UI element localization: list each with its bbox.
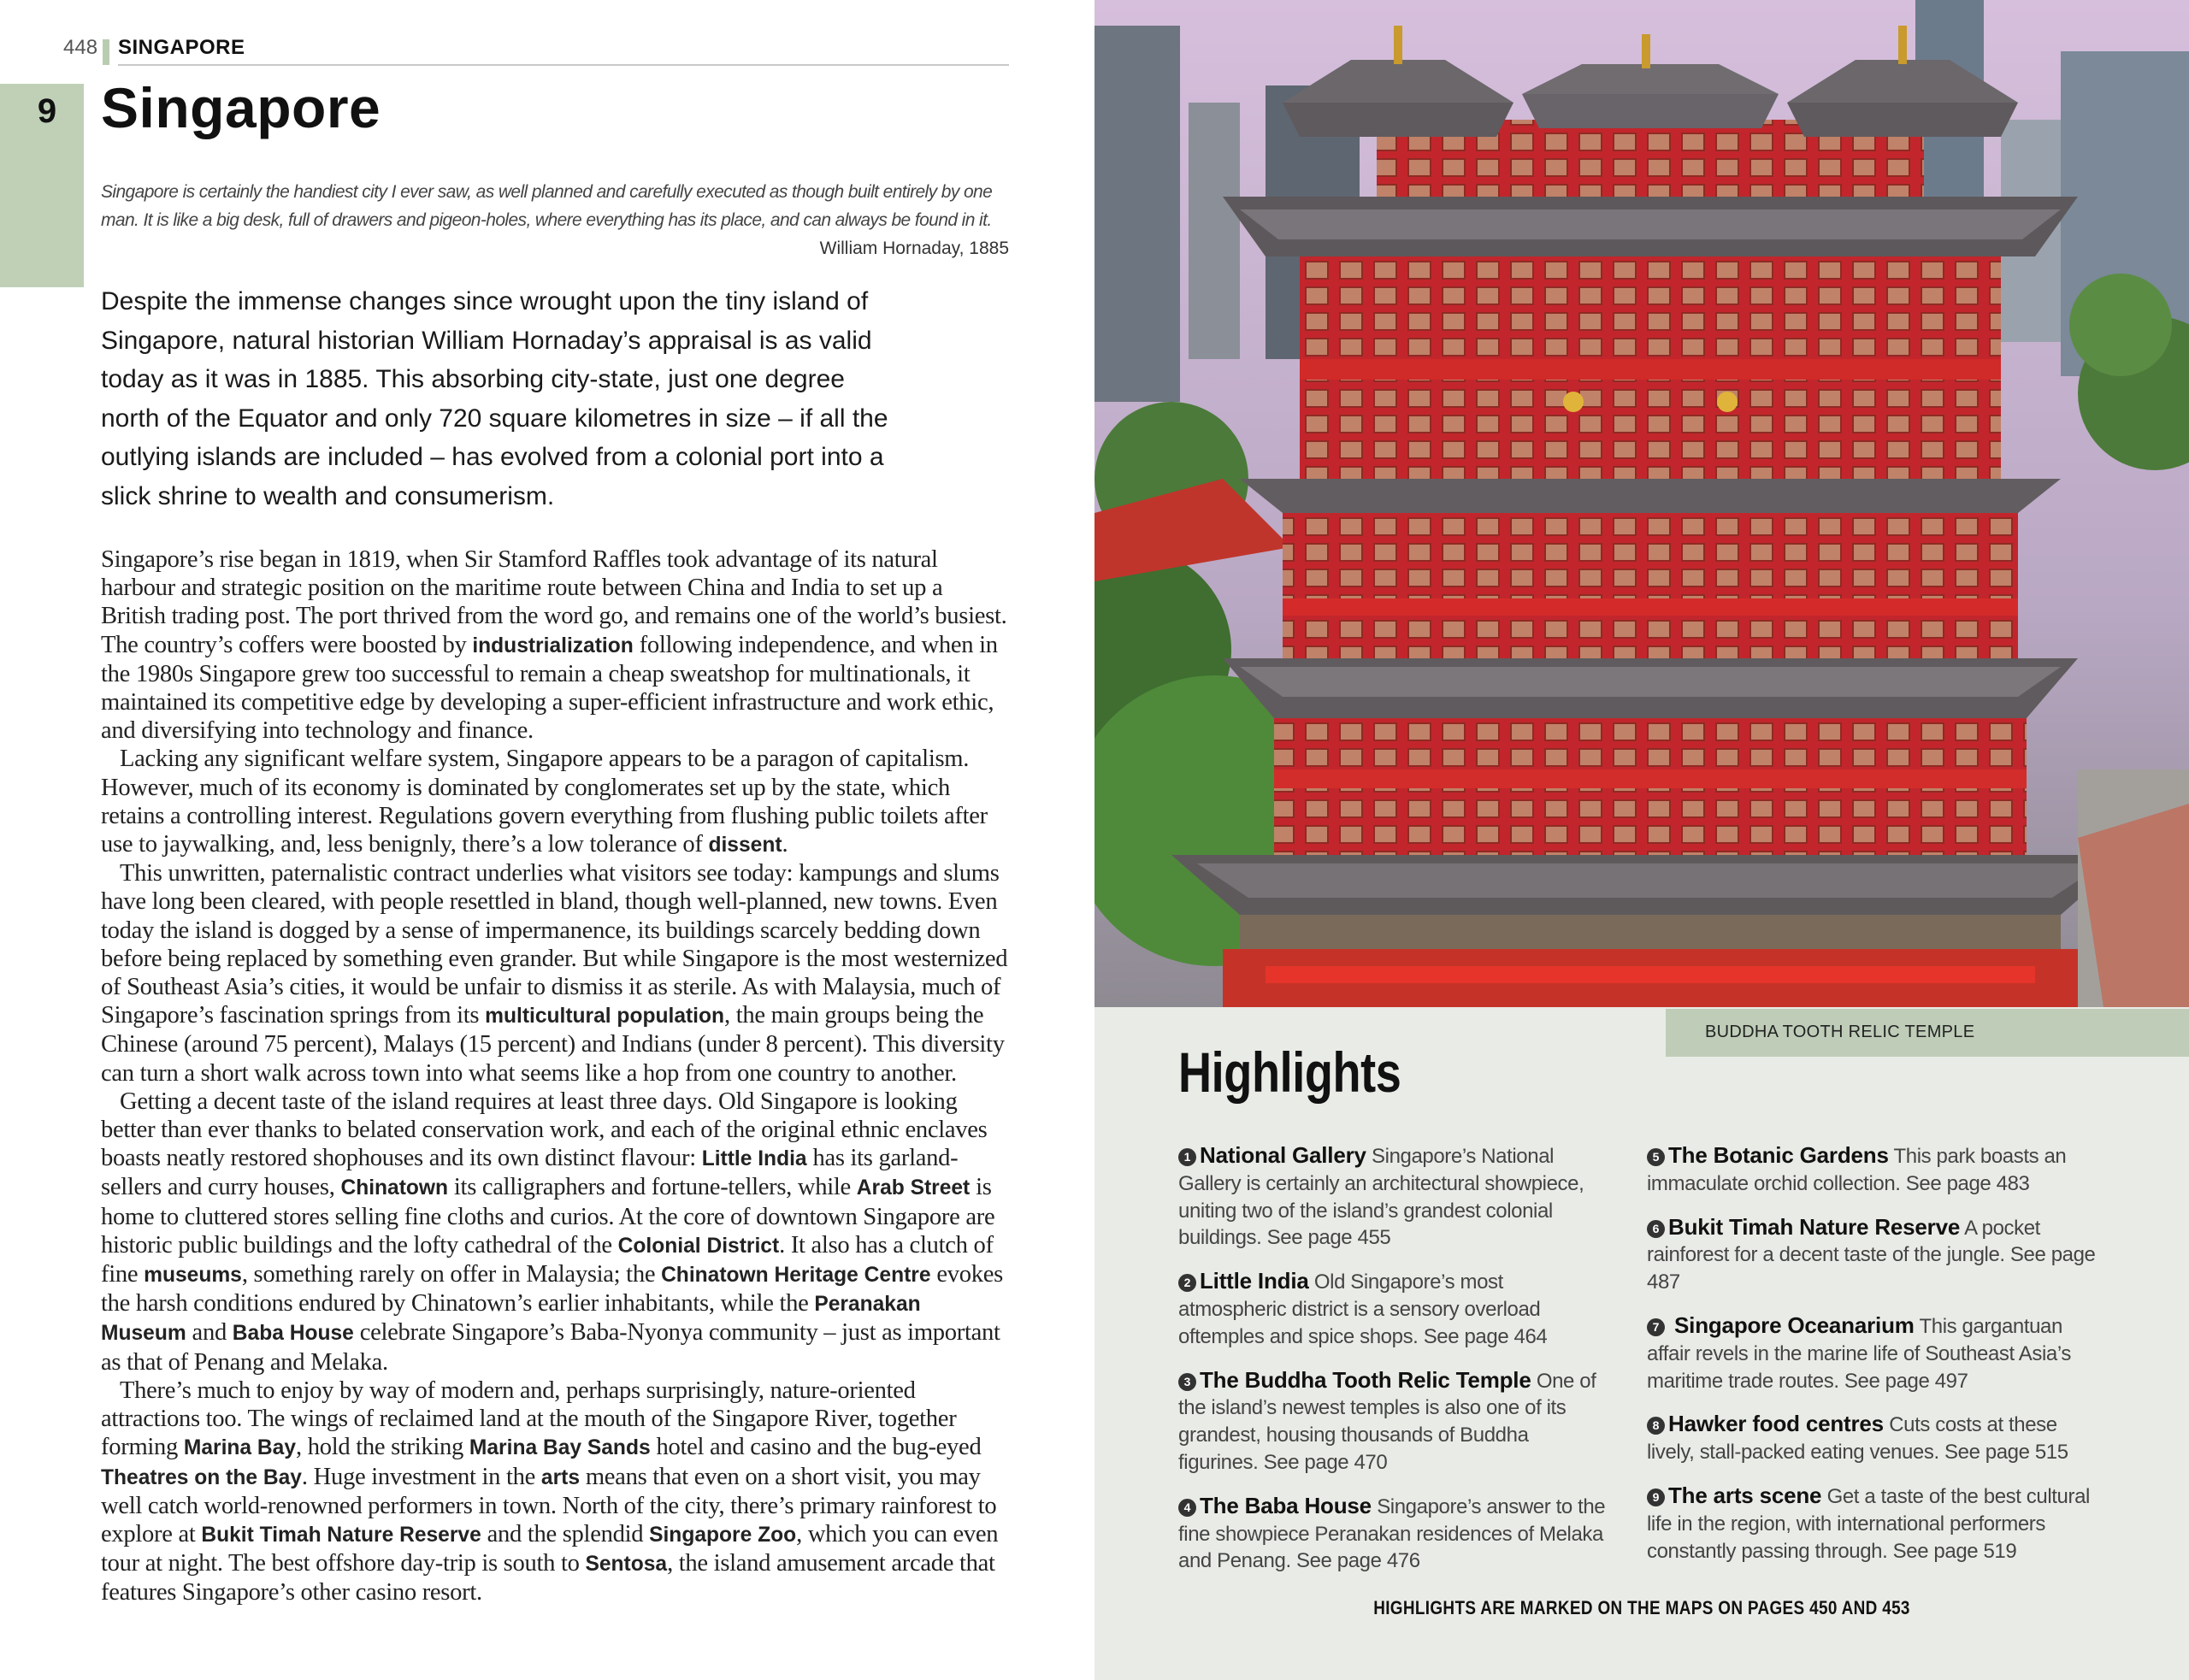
highlight-item [1178, 1268, 1606, 1350]
highlight-description: A pocket rainforest for a decent taste of the jungle. See page 487 [1647, 1216, 2096, 1294]
keyword: Sentosa [585, 1553, 668, 1577]
body-text-run: , which you can even tour at night. The best offshore day-trip is south to [101, 1520, 999, 1577]
keyword: arts [540, 1465, 580, 1489]
body-text-run: means that even on a short visit, you may well catch world-renowned performers in town. North of the city, there’s primary rainforest to explore at [101, 1463, 997, 1547]
highlight-item [1647, 1214, 2109, 1296]
highlight-name: Bukit Timah Nature Reserve [1668, 1213, 1961, 1240]
keyword: Marina Bay [183, 1436, 297, 1460]
body-text-run: its calligraphers and fortune-tellers, while [448, 1174, 857, 1201]
keyword: dissent [708, 834, 782, 858]
body-paragraph [101, 1088, 1009, 1376]
highlight-item [1178, 1142, 1606, 1252]
highlights-column-left [1178, 1142, 1606, 1591]
highlight-name: Hawker food centres [1668, 1411, 1884, 1437]
keyword: Marina Bay Sands [469, 1436, 651, 1460]
body-text-run: is home to cluttered stores selling fine cloths and curios. At the core of downtown Singapore are historic public buildings and the lofty cathedral of the [101, 1174, 995, 1259]
body-paragraph [101, 859, 1009, 1088]
chapter-tab [0, 84, 84, 287]
highlight-number-badge: 8 [1647, 1417, 1665, 1435]
body-text-run: and [186, 1319, 233, 1347]
keyword: Baba House [232, 1322, 354, 1346]
header-accent-bar [103, 39, 109, 65]
highlight-name: The Buddha Tooth Relic Temple [1200, 1366, 1531, 1393]
body-text-run: Getting a decent taste of the island requires at least three days. Old Singapore is looking better than ever thanks to belated conservation work, and each of the original ethnic enclaves boasts neatly restored shophouses and its own distinct flavour: [101, 1088, 988, 1172]
highlight-number-badge: 5 [1647, 1148, 1665, 1166]
page-title: Singapore [101, 76, 381, 139]
body-text-run: There’s much to enjoy by way of modern and, perhaps surprisingly, nature-oriented attractions too. The wings of reclaimed land at the mouth of the Singapore River, together forming [101, 1376, 957, 1461]
epigraph-text: Singapore is certainly the handiest city I ever saw, as well planned and carefully executed as though built entirely by one man. It is like a big desk, full of drawers and pigeon-holes, where everything has its place, and can always be found in it. [101, 182, 993, 230]
body-text-run: . Huge investment in the [301, 1463, 541, 1490]
highlight-description: This park boasts an immaculate orchid collection. See page 483 [1647, 1145, 2067, 1195]
body-text-run: , the main groups being the Chinese (around 75 percent), Malays (15 percent) and Indians (under 8 percent). This diversity can turn a short walk across town into what seems like a hop from one country to another. [101, 1002, 1005, 1087]
keyword: Arab Street [856, 1176, 971, 1200]
keyword: Chinatown Heritage Centre [661, 1264, 931, 1288]
highlight-description: Singapore’s National Gallery is certainly an architectural showpiece, uniting two of the island’s grandest colonial buildings. See page 455 [1178, 1145, 1584, 1250]
header-divider [118, 64, 1009, 66]
highlight-item [1647, 1411, 2109, 1466]
highlight-description: Singapore’s answer to the fine showpiece Peranakan residences of Melaka and Penang. See page 476 [1178, 1494, 1606, 1573]
body-paragraph [101, 1376, 1009, 1607]
keyword: Colonial District [617, 1234, 780, 1258]
keyword: Little India [701, 1147, 807, 1171]
highlight-name: The Botanic Gardens [1668, 1142, 1889, 1168]
highlight-number-badge: 9 [1647, 1488, 1665, 1506]
body-text-run: hotel and casino and the bug-eyed [650, 1434, 982, 1461]
highlight-name: National Gallery [1200, 1142, 1366, 1168]
highlight-description: Get a taste of the best cultural life in the region, with international performers constantly passing through. See page 519 [1647, 1484, 2090, 1563]
body-text-run: and the splendid [481, 1520, 650, 1547]
body-text-run: evokes the harsh conditions endured by Chinatown’s earlier inhabitants, while the [101, 1261, 1003, 1317]
keyword: Singapore Zoo [649, 1523, 797, 1547]
keyword: Peranakan Museum [101, 1293, 921, 1346]
epigraph-attribution: William Hornaday, 1885 [819, 239, 1009, 258]
body-text-run: Singapore’s rise began in 1819, when Sir Stamford Raffles took advantage of its natural harbour and strategic position on the maritime route between China and India to set up a British trading post. The port thrived from the word go, and remains one of the world’s busiest. The country’s coffers were boosted by [101, 546, 1007, 658]
highlights-map-note: HIGHLIGHTS ARE MARKED ON THE MAPS ON PAGES 450 AND 453 [1373, 1597, 1910, 1618]
highlight-item [1647, 1483, 2109, 1565]
photo-caption-box [1666, 1009, 2189, 1057]
highlight-number-badge: 1 [1178, 1148, 1196, 1166]
body-text-run: following independence, and when in the 1980s Singapore grew too successful to remain a cheap sweatshop for multinationals, it maintained its competitive edge by developing a super-efficient infrastructure and work ethic, and diversifying into technology and finance. [101, 631, 998, 745]
highlight-number-badge: 7 [1647, 1318, 1665, 1336]
highlight-description: This gargantuan affair revels in the marine life of Southeast Asia’s maritime trade routes. See page 497 [1647, 1314, 2071, 1393]
page-number: 448 [63, 36, 98, 59]
highlight-item [1178, 1367, 1606, 1477]
temple-photo [1094, 0, 2189, 1007]
highlight-description: One of the island’s newest temples is also one of its grandest, housing thousands of Buddha figurines. See page 470 [1178, 1369, 1596, 1474]
body-text-run: , hold the striking [296, 1434, 469, 1461]
body-text-run: . [782, 831, 788, 858]
body-text-run: celebrate Singapore’s Baba-Nyonya community – just as important as that of Penang and Melaka. [101, 1319, 1000, 1376]
keyword: industrialization [472, 634, 634, 657]
highlight-item [1647, 1312, 2109, 1394]
keyword: Theatres on the Bay [101, 1465, 302, 1489]
intro-paragraph: Despite the immense changes since wrought upon the tiny island of Singapore, natural historian William Hornaday’s appraisal is as valid today as it was in 1885. This absorbing city-state, just one degree north of the Equator and only 720 square kilometres in size – if all the outlying islands are included – has evolved from a colonial port into a slick shrine to wealth and consumerism. [101, 287, 888, 510]
running-header [0, 0, 1009, 77]
highlights-panel [1094, 1007, 2189, 1680]
body-text-run: . It also has a clutch of fine [101, 1231, 994, 1288]
highlight-name: The Baba House [1200, 1492, 1372, 1518]
epigraph [101, 178, 1009, 262]
body-text-run: This unwritten, paternalistic contract underlies what visitors see today: kampungs and slums have long been cleared, with people resettled in bland, though well-planned, new towns. Even today the island is dogged by a sense of impermanence, its buildings scarcely bedding down before being replaced by something even grander. But while Singapore is the most westernized of Southeast Asia’s cities, it would be unfair to dismiss it as sterile. As with Malaysia, much of Singapore’s fascination springs from its [101, 860, 1008, 1029]
highlights-column-right [1647, 1142, 2109, 1581]
body-text-run: has its garland-sellers and curry houses, [101, 1145, 959, 1201]
keyword: multicultural population [485, 1005, 725, 1029]
body-text [101, 545, 1009, 1607]
keyword: Chinatown [340, 1176, 449, 1200]
highlight-item [1178, 1493, 1606, 1575]
highlight-number-badge: 6 [1647, 1220, 1665, 1238]
highlight-item [1647, 1142, 2109, 1198]
highlight-description: Old Singapore’s most atmospheric district is a sensory overload oftemples and spice shops. See page 464 [1178, 1270, 1548, 1348]
highlight-name: Little India [1200, 1268, 1309, 1294]
highlight-number-badge: 2 [1178, 1274, 1196, 1292]
photo-caption: BUDDHA TOOTH RELIC TEMPLE [1705, 1023, 1975, 1041]
body-text-run: , the island amusement arcade that features Singapore’s other casino resort. [101, 1550, 995, 1606]
highlight-number-badge: 3 [1178, 1373, 1196, 1391]
chapter-number: 9 [37, 92, 57, 130]
highlight-number-badge: 4 [1178, 1499, 1196, 1517]
running-section-title: SINGAPORE [118, 36, 245, 59]
body-paragraph [101, 545, 1009, 745]
highlight-name: The arts scene [1668, 1482, 1822, 1508]
body-text-run: , something rarely on offer in Malaysia; the [241, 1261, 662, 1288]
body-text-run: Lacking any significant welfare system, Singapore appears to be a paragon of capitalism. However, much of its economy is dominated by conglomerates set up by the state, which retains a controlling interest. Regulations govern everything from flushing public toilets after use to jaywalking, and, less benignly, there’s a low tolerance of [101, 746, 988, 858]
highlights-title: Highlights [1178, 1040, 1401, 1104]
body-paragraph [101, 745, 1009, 859]
highlight-description: Cuts costs at these lively, stall-packed eating venues. See page 515 [1647, 1413, 2068, 1465]
keyword: museums [144, 1264, 242, 1288]
highlight-name: Singapore Oceanarium [1668, 1312, 1915, 1338]
keyword: Bukit Timah Nature Reserve [201, 1523, 481, 1547]
